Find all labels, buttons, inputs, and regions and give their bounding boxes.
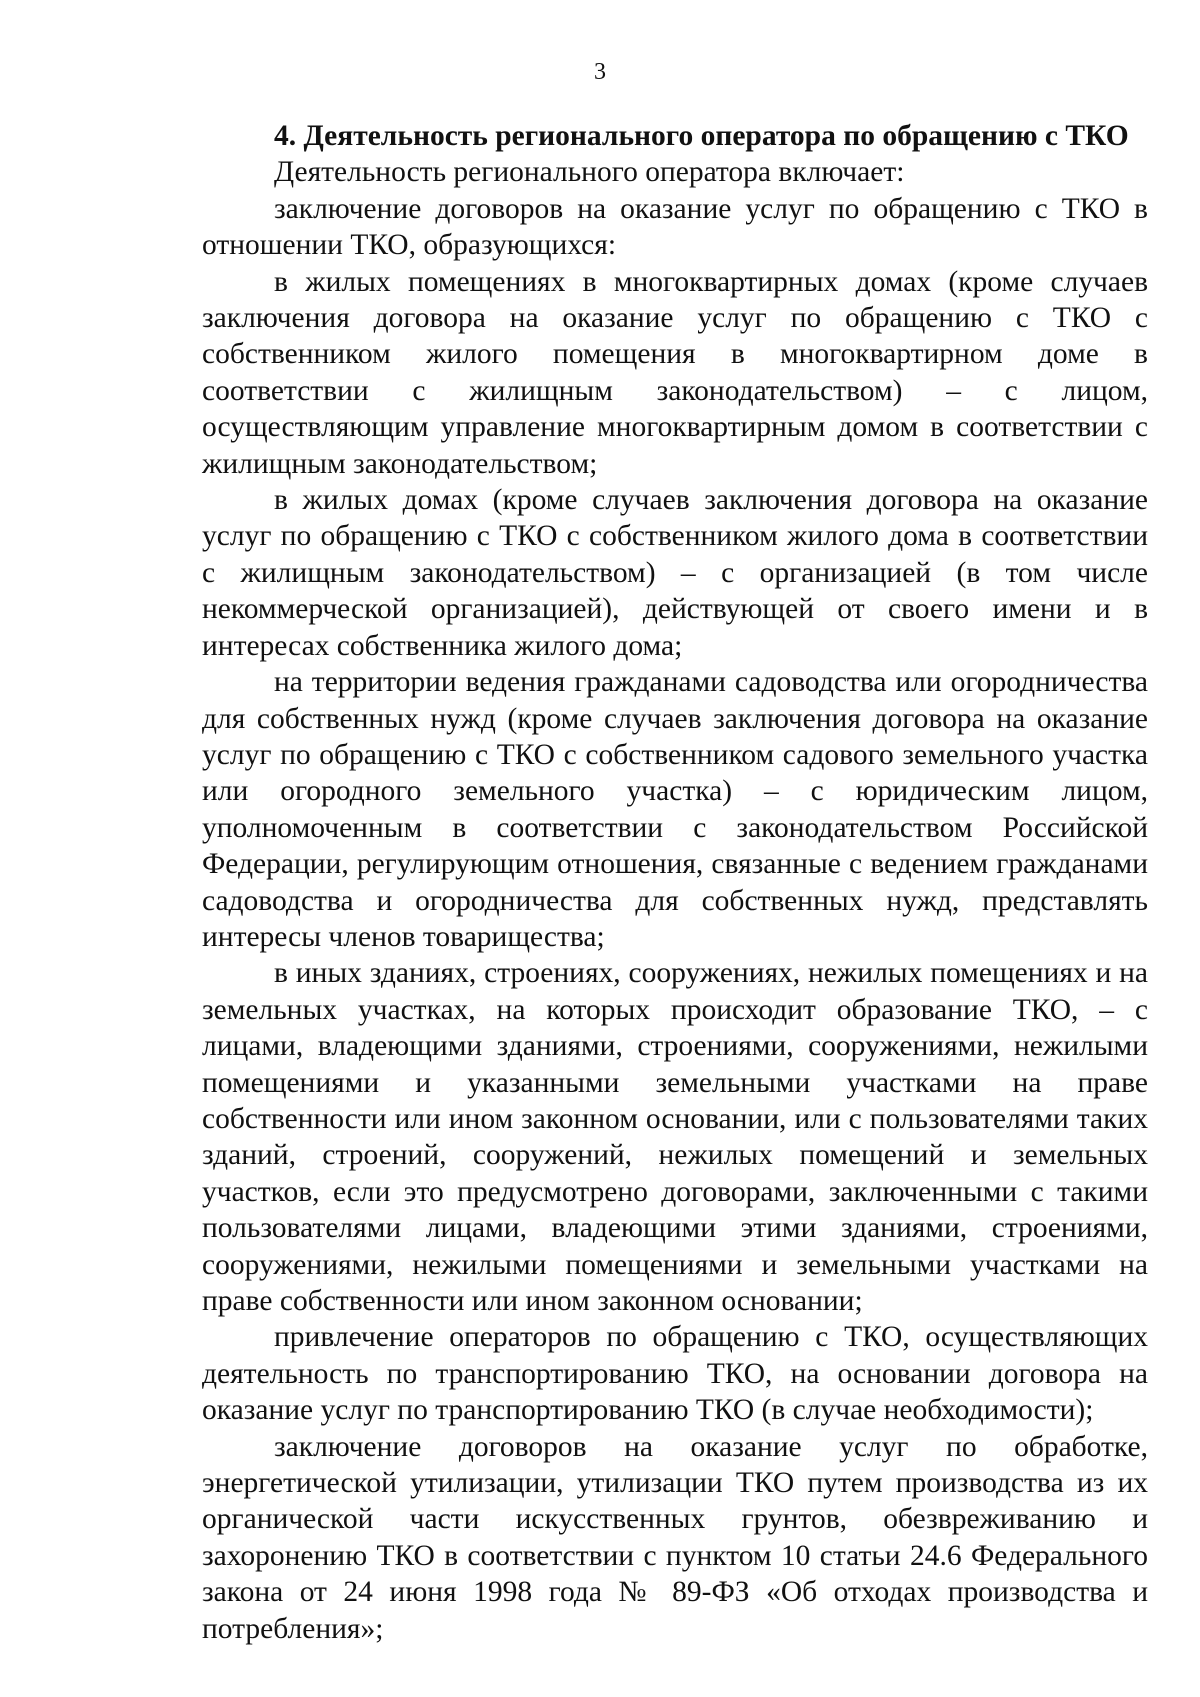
paragraph-other-buildings: в иных зданиях, строениях, сооружениях, нежилых помещениях и на земельных участках, на которых происходит образование ТКО, – с лицами, владеющими зданиями, строениями, сооружениями, нежилыми помещениями и указанными земельными участками на праве собственности или ином законном основании, или с пользователями таких зданий, строений, сооружений, нежилых помещений и земельных участков, если это предусмотрено договорами, заключенными с такими пользователями лицами, владеющими этими зданиями, строениями, сооружениями, нежилыми помещениями и земельными участками на праве собственности или ином законном основании; [202, 957, 1148, 1317]
paragraph-contracts: заключение договоров на оказание услуг по обращению с ТКО в отношении ТКО, образующихся: [202, 192, 1148, 262]
paragraph-gardening-territory: на территории ведения гражданами садоводства или огородничества для собственных нужд (кроме случаев заключения договора на оказание услуг по обращению с ТКО с собственником садового земельного участка или огородного земельного участка) – с юридическим лицом, уполномоченным в соответствии с законодательством Российской Федерации, регулирующим отношения, связанные с ведением гражданами садоводства и огородничества для собственных нужд, представлять интересы членов товарищества; [202, 666, 1148, 953]
section-heading: 4. Деятельность регионального оператора по обращению с ТКО [274, 120, 1129, 152]
paragraph-processing-contracts: заключение договоров на оказание услуг по обработке, энергетической утилизации, утилизации ТКО путем производства из их органической части искусственных грунтов, обезвреживанию и захоронению ТКО в соответствии с пунктом 10 статьи 24.6 Федерального закона от 24 июня 1998 года № 89-ФЗ «Об отходах производства и потребления»; [202, 1430, 1148, 1645]
document-body [202, 118, 1148, 1647]
paragraph-apartment-buildings: в жилых помещениях в многоквартирных домах (кроме случаев заключения договора на оказание услуг по обращению с ТКО с собственником жилого помещения в многоквартирном доме в соответствии с жилищным законодательством) – с лицом, осуществляющим управление многоквартирным домом в соответствии с жилищным законодательством; [202, 265, 1148, 480]
page-number: 3 [594, 59, 606, 85]
paragraph-intro: Деятельность регионального оператора включает: [274, 156, 905, 189]
paragraph-transport-operators: привлечение операторов по обращению с ТКО, осуществляющих деятельность по транспортированию ТКО, на основании договора на оказание услуг по транспортированию ТКО (в случае необходимости); [202, 1321, 1148, 1427]
paragraph-houses: в жилых домах (кроме случаев заключения договора на оказание услуг по обращению с ТКО с собственником жилого дома в соответствии с жилищным законодательством) – с организацией (в том числе некоммерческой организацией), действующей от своего имени и в интересах собственника жилого дома; [202, 484, 1148, 662]
